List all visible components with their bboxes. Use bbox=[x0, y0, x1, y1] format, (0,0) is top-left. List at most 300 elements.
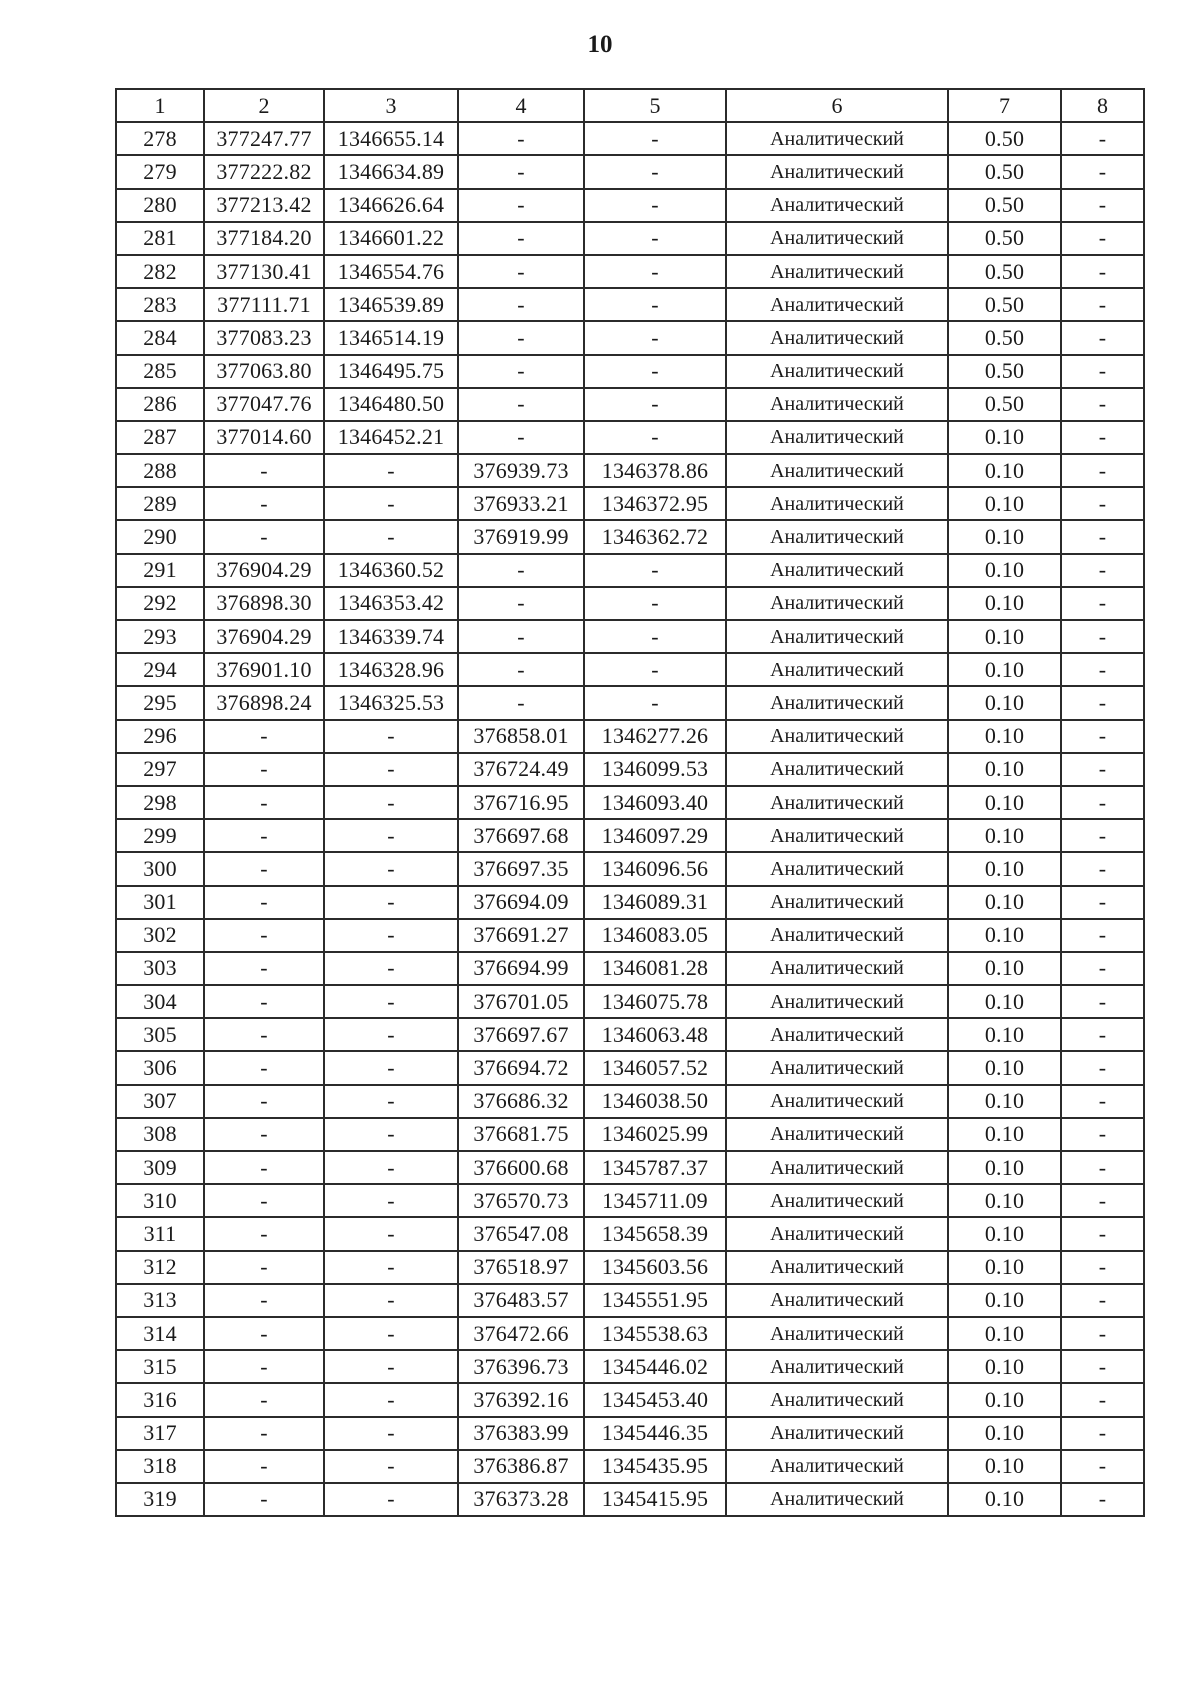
point-number-cell: 301 bbox=[116, 886, 204, 919]
coord-x-cell: - bbox=[204, 1018, 324, 1051]
accuracy-cell: 0.10 bbox=[948, 720, 1061, 753]
coord-x-alt-cell: 376697.35 bbox=[458, 852, 584, 885]
point-number-cell: 286 bbox=[116, 388, 204, 421]
point-number-cell: 296 bbox=[116, 720, 204, 753]
coord-y-cell: - bbox=[324, 753, 458, 786]
coord-y-alt-cell: 1346081.28 bbox=[584, 952, 726, 985]
note-cell: - bbox=[1061, 1184, 1144, 1217]
point-number-cell: 315 bbox=[116, 1350, 204, 1383]
note-cell: - bbox=[1061, 255, 1144, 288]
coord-y-alt-cell: - bbox=[584, 222, 726, 255]
coord-x-cell: 377184.20 bbox=[204, 222, 324, 255]
coord-x-alt-cell: 376694.99 bbox=[458, 952, 584, 985]
coord-x-cell: - bbox=[204, 1383, 324, 1416]
accuracy-cell: 0.10 bbox=[948, 1251, 1061, 1284]
note-cell: - bbox=[1061, 819, 1144, 852]
coord-x-alt-cell: - bbox=[458, 554, 584, 587]
coord-y-cell: - bbox=[324, 1151, 458, 1184]
coord-x-alt-cell: 376396.73 bbox=[458, 1350, 584, 1383]
coord-y-alt-cell: 1345446.02 bbox=[584, 1350, 726, 1383]
accuracy-cell: 0.10 bbox=[948, 753, 1061, 786]
column-header: 1 bbox=[116, 89, 204, 122]
coord-y-cell: - bbox=[324, 919, 458, 952]
coord-x-alt-cell: 376570.73 bbox=[458, 1184, 584, 1217]
column-header: 5 bbox=[584, 89, 726, 122]
coord-y-cell: 1346325.53 bbox=[324, 686, 458, 719]
coord-x-cell: - bbox=[204, 1085, 324, 1118]
coord-y-cell: 1346626.64 bbox=[324, 189, 458, 222]
note-cell: - bbox=[1061, 1151, 1144, 1184]
coord-y-cell: 1346339.74 bbox=[324, 620, 458, 653]
method-cell: Аналитический bbox=[726, 1018, 948, 1051]
coord-x-cell: 377213.42 bbox=[204, 189, 324, 222]
coord-x-cell: - bbox=[204, 454, 324, 487]
accuracy-cell: 0.50 bbox=[948, 255, 1061, 288]
coord-y-alt-cell: 1345787.37 bbox=[584, 1151, 726, 1184]
accuracy-cell: 0.10 bbox=[948, 919, 1061, 952]
method-cell: Аналитический bbox=[726, 1450, 948, 1483]
point-number-cell: 303 bbox=[116, 952, 204, 985]
coord-y-alt-cell: 1345446.35 bbox=[584, 1417, 726, 1450]
note-cell: - bbox=[1061, 189, 1144, 222]
table-row bbox=[116, 1184, 1144, 1217]
coord-x-alt-cell: 376691.27 bbox=[458, 919, 584, 952]
point-number-cell: 310 bbox=[116, 1184, 204, 1217]
note-cell: - bbox=[1061, 388, 1144, 421]
method-cell: Аналитический bbox=[726, 1151, 948, 1184]
method-cell: Аналитический bbox=[726, 1350, 948, 1383]
coord-y-cell: - bbox=[324, 1284, 458, 1317]
note-cell: - bbox=[1061, 753, 1144, 786]
coord-x-alt-cell: - bbox=[458, 189, 584, 222]
method-cell: Аналитический bbox=[726, 985, 948, 1018]
table-row bbox=[116, 520, 1144, 553]
table-row bbox=[116, 1317, 1144, 1350]
coord-y-alt-cell: - bbox=[584, 686, 726, 719]
coord-x-cell: - bbox=[204, 786, 324, 819]
coord-y-alt-cell: 1345551.95 bbox=[584, 1284, 726, 1317]
table-header-row bbox=[116, 89, 1144, 122]
accuracy-cell: 0.10 bbox=[948, 1151, 1061, 1184]
coord-x-alt-cell: 376383.99 bbox=[458, 1417, 584, 1450]
coord-y-cell: - bbox=[324, 1350, 458, 1383]
table-row bbox=[116, 1051, 1144, 1084]
coord-x-alt-cell: 376686.32 bbox=[458, 1085, 584, 1118]
note-cell: - bbox=[1061, 952, 1144, 985]
table-row bbox=[116, 620, 1144, 653]
coord-y-alt-cell: - bbox=[584, 587, 726, 620]
note-cell: - bbox=[1061, 686, 1144, 719]
coord-y-cell: 1346360.52 bbox=[324, 554, 458, 587]
coord-y-cell: - bbox=[324, 520, 458, 553]
point-number-cell: 288 bbox=[116, 454, 204, 487]
table-row bbox=[116, 1284, 1144, 1317]
table-row bbox=[116, 653, 1144, 686]
coord-x-alt-cell: 376919.99 bbox=[458, 520, 584, 553]
accuracy-cell: 0.10 bbox=[948, 454, 1061, 487]
table-row bbox=[116, 1417, 1144, 1450]
method-cell: Аналитический bbox=[726, 852, 948, 885]
coord-x-cell: 376901.10 bbox=[204, 653, 324, 686]
coord-x-alt-cell: - bbox=[458, 155, 584, 188]
method-cell: Аналитический bbox=[726, 1284, 948, 1317]
coord-y-cell: - bbox=[324, 454, 458, 487]
method-cell: Аналитический bbox=[726, 554, 948, 587]
coord-y-alt-cell: 1346089.31 bbox=[584, 886, 726, 919]
page-number: 10 bbox=[587, 31, 613, 58]
accuracy-cell: 0.10 bbox=[948, 587, 1061, 620]
table-row bbox=[116, 189, 1144, 222]
note-cell: - bbox=[1061, 786, 1144, 819]
point-number-cell: 281 bbox=[116, 222, 204, 255]
table-row bbox=[116, 952, 1144, 985]
coord-x-cell: - bbox=[204, 1417, 324, 1450]
point-number-cell: 289 bbox=[116, 487, 204, 520]
table-row bbox=[116, 1118, 1144, 1151]
accuracy-cell: 0.10 bbox=[948, 1284, 1061, 1317]
point-number-cell: 302 bbox=[116, 919, 204, 952]
accuracy-cell: 0.10 bbox=[948, 819, 1061, 852]
table-row bbox=[116, 819, 1144, 852]
note-cell: - bbox=[1061, 1251, 1144, 1284]
table-row bbox=[116, 321, 1144, 354]
note-cell: - bbox=[1061, 1284, 1144, 1317]
point-number-cell: 298 bbox=[116, 786, 204, 819]
note-cell: - bbox=[1061, 1383, 1144, 1416]
coord-x-cell: 377047.76 bbox=[204, 388, 324, 421]
column-header: 8 bbox=[1061, 89, 1144, 122]
accuracy-cell: 0.10 bbox=[948, 1018, 1061, 1051]
note-cell: - bbox=[1061, 421, 1144, 454]
accuracy-cell: 0.10 bbox=[948, 1085, 1061, 1118]
coord-y-cell: - bbox=[324, 819, 458, 852]
accuracy-cell: 0.10 bbox=[948, 852, 1061, 885]
coord-y-alt-cell: 1346025.99 bbox=[584, 1118, 726, 1151]
coord-x-alt-cell: 376472.66 bbox=[458, 1317, 584, 1350]
point-number-cell: 280 bbox=[116, 189, 204, 222]
point-number-cell: 299 bbox=[116, 819, 204, 852]
table-row bbox=[116, 487, 1144, 520]
coord-y-alt-cell: 1345453.40 bbox=[584, 1383, 726, 1416]
point-number-cell: 313 bbox=[116, 1284, 204, 1317]
method-cell: Аналитический bbox=[726, 1184, 948, 1217]
coord-x-alt-cell: 376858.01 bbox=[458, 720, 584, 753]
note-cell: - bbox=[1061, 222, 1144, 255]
point-number-cell: 306 bbox=[116, 1051, 204, 1084]
coord-y-cell: - bbox=[324, 487, 458, 520]
coord-y-cell: - bbox=[324, 1118, 458, 1151]
point-number-cell: 318 bbox=[116, 1450, 204, 1483]
coord-x-cell: - bbox=[204, 720, 324, 753]
method-cell: Аналитический bbox=[726, 388, 948, 421]
coord-x-alt-cell: 376483.57 bbox=[458, 1284, 584, 1317]
coord-y-alt-cell: 1346083.05 bbox=[584, 919, 726, 952]
coord-x-cell: 377111.71 bbox=[204, 288, 324, 321]
note-cell: - bbox=[1061, 852, 1144, 885]
coord-y-alt-cell: - bbox=[584, 421, 726, 454]
note-cell: - bbox=[1061, 487, 1144, 520]
coord-x-cell: - bbox=[204, 886, 324, 919]
accuracy-cell: 0.50 bbox=[948, 388, 1061, 421]
coord-y-alt-cell: - bbox=[584, 388, 726, 421]
coord-y-cell: - bbox=[324, 1217, 458, 1250]
method-cell: Аналитический bbox=[726, 919, 948, 952]
method-cell: Аналитический bbox=[726, 1483, 948, 1516]
coord-x-cell: - bbox=[204, 1350, 324, 1383]
method-cell: Аналитический bbox=[726, 686, 948, 719]
coord-y-cell: 1346514.19 bbox=[324, 321, 458, 354]
accuracy-cell: 0.10 bbox=[948, 653, 1061, 686]
table-row bbox=[116, 587, 1144, 620]
note-cell: - bbox=[1061, 1483, 1144, 1516]
table-row bbox=[116, 421, 1144, 454]
coord-x-cell: - bbox=[204, 520, 324, 553]
table-row bbox=[116, 985, 1144, 1018]
table-row bbox=[116, 1085, 1144, 1118]
point-number-cell: 307 bbox=[116, 1085, 204, 1118]
accuracy-cell: 0.10 bbox=[948, 1118, 1061, 1151]
method-cell: Аналитический bbox=[726, 819, 948, 852]
table-row bbox=[116, 388, 1144, 421]
coord-y-alt-cell: 1346057.52 bbox=[584, 1051, 726, 1084]
coord-x-alt-cell: 376547.08 bbox=[458, 1217, 584, 1250]
point-number-cell: 292 bbox=[116, 587, 204, 620]
table-row bbox=[116, 1350, 1144, 1383]
table-row bbox=[116, 1251, 1144, 1284]
coord-x-cell: - bbox=[204, 1251, 324, 1284]
method-cell: Аналитический bbox=[726, 1383, 948, 1416]
coord-x-cell: 377247.77 bbox=[204, 122, 324, 155]
note-cell: - bbox=[1061, 1450, 1144, 1483]
coord-x-alt-cell: 376694.72 bbox=[458, 1051, 584, 1084]
point-number-cell: 309 bbox=[116, 1151, 204, 1184]
method-cell: Аналитический bbox=[726, 653, 948, 686]
accuracy-cell: 0.10 bbox=[948, 620, 1061, 653]
coord-x-alt-cell: 376600.68 bbox=[458, 1151, 584, 1184]
method-cell: Аналитический bbox=[726, 321, 948, 354]
accuracy-cell: 0.10 bbox=[948, 1317, 1061, 1350]
point-number-cell: 287 bbox=[116, 421, 204, 454]
accuracy-cell: 0.10 bbox=[948, 1417, 1061, 1450]
table-row bbox=[116, 454, 1144, 487]
table-row bbox=[116, 1151, 1144, 1184]
table-row bbox=[116, 720, 1144, 753]
accuracy-cell: 0.50 bbox=[948, 288, 1061, 321]
coord-y-cell: 1346554.76 bbox=[324, 255, 458, 288]
coord-x-alt-cell: 376701.05 bbox=[458, 985, 584, 1018]
point-number-cell: 293 bbox=[116, 620, 204, 653]
coord-y-cell: - bbox=[324, 1383, 458, 1416]
coord-y-cell: 1346655.14 bbox=[324, 122, 458, 155]
accuracy-cell: 0.10 bbox=[948, 1184, 1061, 1217]
table-row bbox=[116, 1450, 1144, 1483]
table-row bbox=[116, 554, 1144, 587]
point-number-cell: 312 bbox=[116, 1251, 204, 1284]
method-cell: Аналитический bbox=[726, 753, 948, 786]
coord-y-cell: - bbox=[324, 1085, 458, 1118]
coord-x-cell: - bbox=[204, 952, 324, 985]
coord-y-cell: 1346539.89 bbox=[324, 288, 458, 321]
method-cell: Аналитический bbox=[726, 720, 948, 753]
point-number-cell: 278 bbox=[116, 122, 204, 155]
accuracy-cell: 0.10 bbox=[948, 786, 1061, 819]
note-cell: - bbox=[1061, 587, 1144, 620]
table-row bbox=[116, 786, 1144, 819]
point-number-cell: 283 bbox=[116, 288, 204, 321]
accuracy-cell: 0.10 bbox=[948, 1350, 1061, 1383]
coord-x-cell: - bbox=[204, 487, 324, 520]
coord-y-alt-cell: - bbox=[584, 255, 726, 288]
coord-y-alt-cell: 1345658.39 bbox=[584, 1217, 726, 1250]
accuracy-cell: 0.50 bbox=[948, 189, 1061, 222]
coord-x-cell: 376904.29 bbox=[204, 620, 324, 653]
method-cell: Аналитический bbox=[726, 155, 948, 188]
coord-y-cell: - bbox=[324, 886, 458, 919]
point-number-cell: 319 bbox=[116, 1483, 204, 1516]
coord-x-alt-cell: 376694.09 bbox=[458, 886, 584, 919]
method-cell: Аналитический bbox=[726, 487, 948, 520]
coord-x-alt-cell: - bbox=[458, 255, 584, 288]
coord-y-cell: - bbox=[324, 1184, 458, 1217]
coordinates-table bbox=[115, 88, 1145, 1517]
note-cell: - bbox=[1061, 653, 1144, 686]
note-cell: - bbox=[1061, 886, 1144, 919]
table-row bbox=[116, 886, 1144, 919]
table-body bbox=[116, 122, 1144, 1516]
coord-y-alt-cell: 1346093.40 bbox=[584, 786, 726, 819]
accuracy-cell: 0.10 bbox=[948, 1383, 1061, 1416]
coord-y-cell: - bbox=[324, 1018, 458, 1051]
note-cell: - bbox=[1061, 1051, 1144, 1084]
column-header: 6 bbox=[726, 89, 948, 122]
coord-y-cell: - bbox=[324, 1450, 458, 1483]
coord-x-cell: 376904.29 bbox=[204, 554, 324, 587]
coord-x-alt-cell: 376373.28 bbox=[458, 1483, 584, 1516]
table-row bbox=[116, 222, 1144, 255]
coord-y-alt-cell: - bbox=[584, 288, 726, 321]
table-row bbox=[116, 288, 1144, 321]
point-number-cell: 282 bbox=[116, 255, 204, 288]
note-cell: - bbox=[1061, 355, 1144, 388]
accuracy-cell: 0.10 bbox=[948, 487, 1061, 520]
note-cell: - bbox=[1061, 155, 1144, 188]
coord-y-cell: - bbox=[324, 1317, 458, 1350]
coord-y-cell: 1346480.50 bbox=[324, 388, 458, 421]
coord-x-alt-cell: - bbox=[458, 122, 584, 155]
table-row bbox=[116, 122, 1144, 155]
coord-x-cell: - bbox=[204, 1450, 324, 1483]
column-header: 2 bbox=[204, 89, 324, 122]
coord-x-alt-cell: - bbox=[458, 686, 584, 719]
note-cell: - bbox=[1061, 1085, 1144, 1118]
method-cell: Аналитический bbox=[726, 1118, 948, 1151]
coord-y-alt-cell: 1346362.72 bbox=[584, 520, 726, 553]
table-row bbox=[116, 1383, 1144, 1416]
note-cell: - bbox=[1061, 520, 1144, 553]
coord-x-cell: - bbox=[204, 753, 324, 786]
coord-x-alt-cell: - bbox=[458, 587, 584, 620]
coord-x-cell: 376898.30 bbox=[204, 587, 324, 620]
coord-y-cell: - bbox=[324, 985, 458, 1018]
point-number-cell: 317 bbox=[116, 1417, 204, 1450]
point-number-cell: 308 bbox=[116, 1118, 204, 1151]
coord-y-cell: 1346452.21 bbox=[324, 421, 458, 454]
accuracy-cell: 0.50 bbox=[948, 155, 1061, 188]
table-row bbox=[116, 1018, 1144, 1051]
coord-y-alt-cell: 1345415.95 bbox=[584, 1483, 726, 1516]
coord-y-cell: - bbox=[324, 852, 458, 885]
method-cell: Аналитический bbox=[726, 355, 948, 388]
method-cell: Аналитический bbox=[726, 587, 948, 620]
accuracy-cell: 0.50 bbox=[948, 222, 1061, 255]
coord-y-alt-cell: - bbox=[584, 189, 726, 222]
note-cell: - bbox=[1061, 1018, 1144, 1051]
coord-y-cell: 1346634.89 bbox=[324, 155, 458, 188]
coord-x-alt-cell: - bbox=[458, 421, 584, 454]
coord-x-cell: 376898.24 bbox=[204, 686, 324, 719]
method-cell: Аналитический bbox=[726, 1217, 948, 1250]
coord-y-alt-cell: 1346038.50 bbox=[584, 1085, 726, 1118]
coord-y-alt-cell: - bbox=[584, 321, 726, 354]
coord-x-cell: 377014.60 bbox=[204, 421, 324, 454]
point-number-cell: 290 bbox=[116, 520, 204, 553]
coord-y-cell: - bbox=[324, 1417, 458, 1450]
coord-x-alt-cell: 376697.67 bbox=[458, 1018, 584, 1051]
coord-y-cell: - bbox=[324, 1251, 458, 1284]
coord-y-alt-cell: - bbox=[584, 653, 726, 686]
accuracy-cell: 0.10 bbox=[948, 421, 1061, 454]
coord-x-cell: - bbox=[204, 1184, 324, 1217]
coord-x-cell: - bbox=[204, 919, 324, 952]
coord-x-cell: - bbox=[204, 1317, 324, 1350]
coord-x-alt-cell: - bbox=[458, 355, 584, 388]
method-cell: Аналитический bbox=[726, 1051, 948, 1084]
coord-x-alt-cell: - bbox=[458, 321, 584, 354]
accuracy-cell: 0.10 bbox=[948, 1051, 1061, 1084]
coord-y-cell: 1346328.96 bbox=[324, 653, 458, 686]
note-cell: - bbox=[1061, 620, 1144, 653]
coord-y-alt-cell: 1345538.63 bbox=[584, 1317, 726, 1350]
point-number-cell: 295 bbox=[116, 686, 204, 719]
coord-x-cell: 377130.41 bbox=[204, 255, 324, 288]
coord-y-cell: - bbox=[324, 952, 458, 985]
method-cell: Аналитический bbox=[726, 454, 948, 487]
coord-y-alt-cell: 1346372.95 bbox=[584, 487, 726, 520]
point-number-cell: 304 bbox=[116, 985, 204, 1018]
point-number-cell: 300 bbox=[116, 852, 204, 885]
accuracy-cell: 0.10 bbox=[948, 1483, 1061, 1516]
coord-x-alt-cell: - bbox=[458, 653, 584, 686]
table-row bbox=[116, 1483, 1144, 1516]
coord-x-alt-cell: 376681.75 bbox=[458, 1118, 584, 1151]
coord-y-alt-cell: 1346277.26 bbox=[584, 720, 726, 753]
coord-y-alt-cell: - bbox=[584, 155, 726, 188]
coord-x-alt-cell: 376697.68 bbox=[458, 819, 584, 852]
coord-x-alt-cell: - bbox=[458, 388, 584, 421]
coord-x-alt-cell: - bbox=[458, 620, 584, 653]
note-cell: - bbox=[1061, 1118, 1144, 1151]
column-header: 7 bbox=[948, 89, 1061, 122]
coord-y-alt-cell: 1345435.95 bbox=[584, 1450, 726, 1483]
table-row bbox=[116, 155, 1144, 188]
note-cell: - bbox=[1061, 321, 1144, 354]
point-number-cell: 285 bbox=[116, 355, 204, 388]
coord-y-alt-cell: 1346378.86 bbox=[584, 454, 726, 487]
coord-y-cell: - bbox=[324, 1051, 458, 1084]
coord-x-cell: - bbox=[204, 1051, 324, 1084]
method-cell: Аналитический bbox=[726, 421, 948, 454]
accuracy-cell: 0.10 bbox=[948, 886, 1061, 919]
